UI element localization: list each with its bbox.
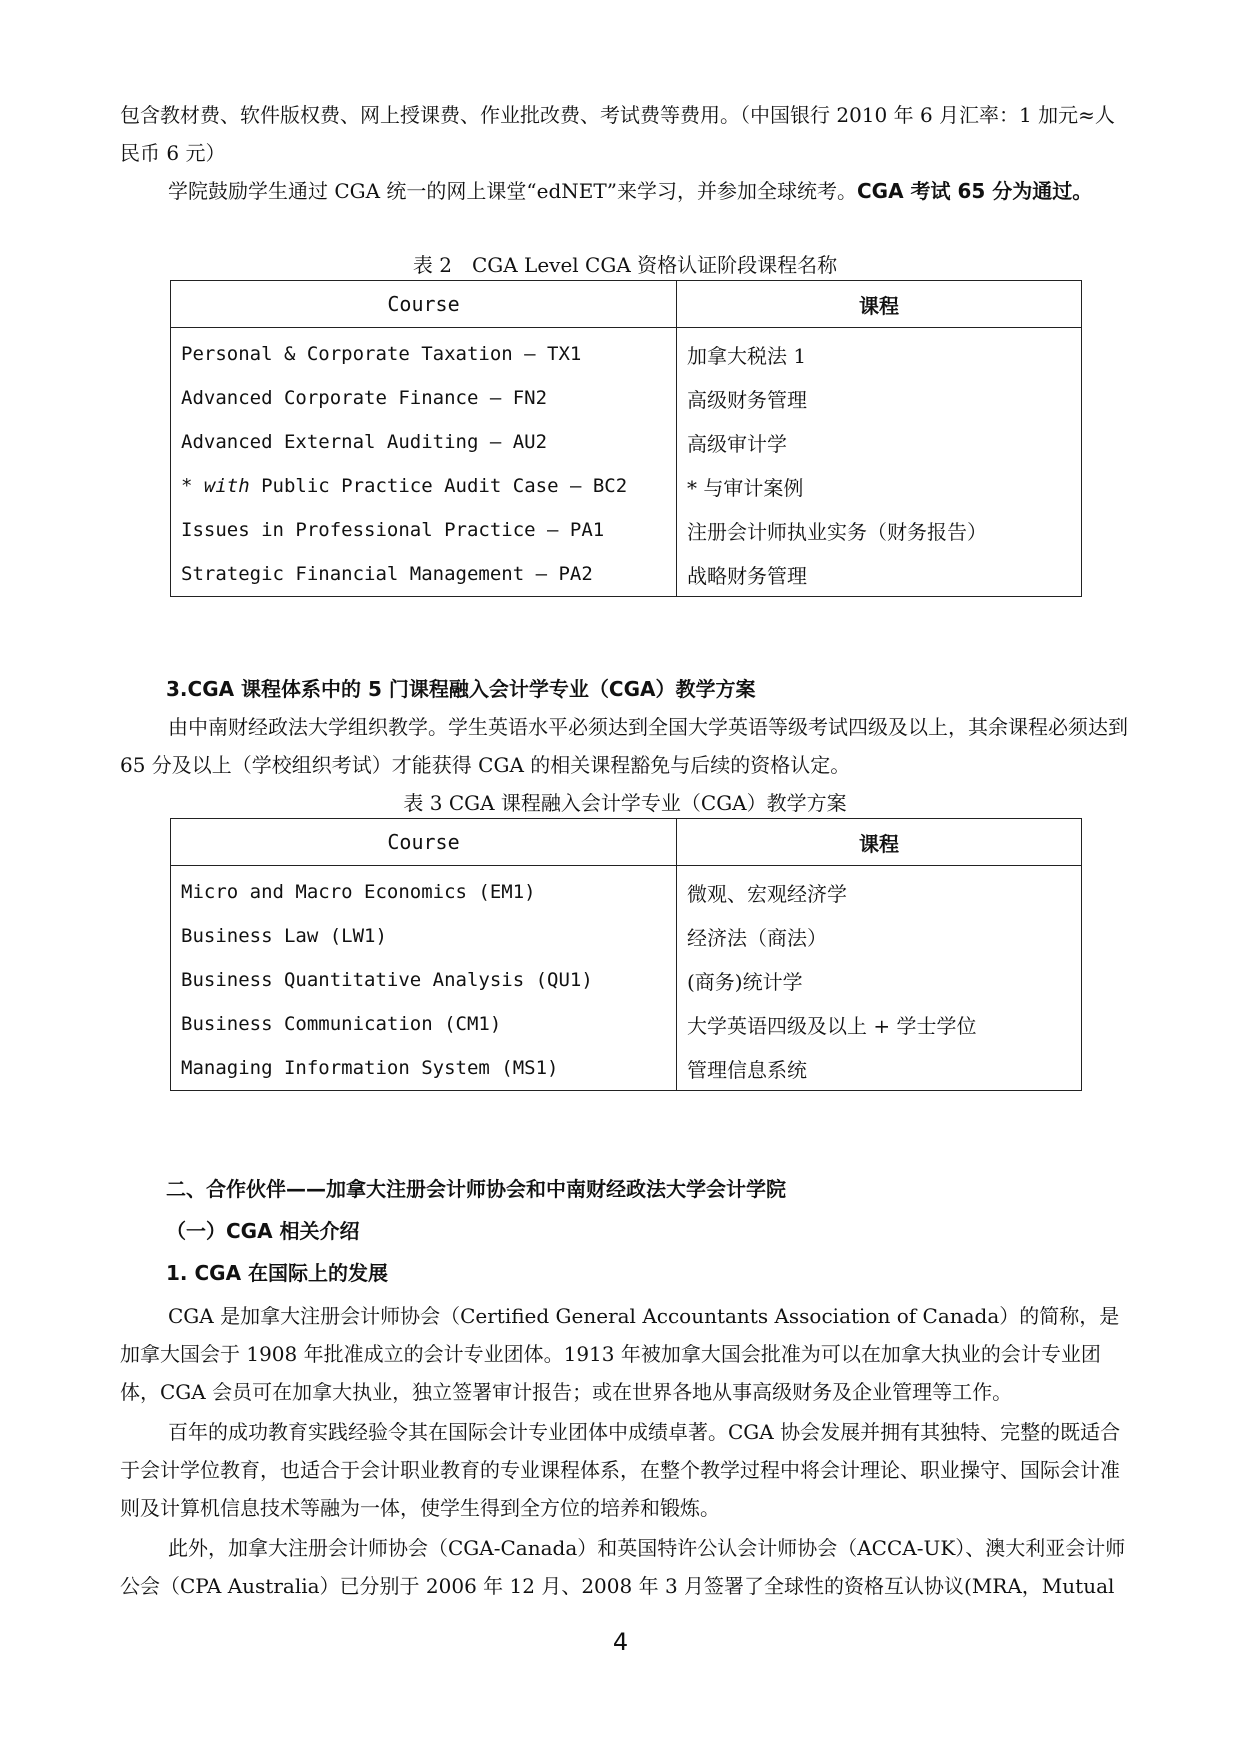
table-row (171, 464, 1082, 508)
table-row (171, 866, 1082, 915)
course-en: Business Communication (CM1) (171, 1002, 677, 1046)
table2-header-en: Course (171, 281, 677, 328)
table-row (171, 420, 1082, 464)
course-en-rest: Public Practice Audit Case – BC2 (249, 475, 628, 497)
course-en: Micro and Macro Economics (EM1) (171, 866, 677, 915)
course-zh: (商务)统计学 (677, 958, 1082, 1002)
section-title-partners: 二、合作伙伴——加拿大注册会计师协会和中南财经政法大学会计学院 (166, 1177, 786, 1201)
course-zh: * 与审计案例 (677, 464, 1082, 508)
paragraph-cga-intro: CGA 是加拿大注册会计师协会（Certified General Accountants Association of Canada）的简称，是加拿大国会于 1908 年批准成立的会计专业团体。1913 年被加拿大国会批准为可以在加拿大执业的会计专业团体，CGA 会员可在加拿大执业，独立签署审计报告；或在世界各地从事高级财务及企业管理等工作。 (120, 1304, 1120, 1404)
course-en: Business Law (LW1) (171, 914, 677, 958)
table2-caption: 表 2 CGA Level CGA 资格认证阶段课程名称 (412, 253, 838, 277)
table-row (171, 1046, 1082, 1091)
table-row (171, 508, 1082, 552)
course-en: Strategic Financial Management – PA2 (171, 552, 677, 597)
table2-header-zh: 课程 (677, 281, 1082, 328)
course-zh: 加拿大税法 1 (677, 328, 1082, 377)
table-row (171, 552, 1082, 597)
with-italic: with (203, 475, 250, 497)
course-zh: 微观、宏观经济学 (677, 866, 1082, 915)
course-zh: 战略财务管理 (677, 552, 1082, 597)
table3-header-en: Course (171, 819, 677, 866)
paragraph-cga-education: 百年的成功教育实践经验令其在国际会计专业团体中成绩卓著。CGA 协会发展并拥有其独特、完整的既适合于会计学位教育，也适合于会计职业教育的专业课程体系，在整个教学过程中将会计理论、职业操守、国际会计准则及计算机信息技术等融为一体，使学生得到全方位的培养和锻炼。 (120, 1420, 1121, 1520)
table-row (171, 328, 1082, 377)
paragraph-mra: 此外，加拿大注册会计师协会（CGA-Canada）和英国特许公认会计师协会（ACCA-UK）、澳大利亚会计师公会（CPA Australia）已分别于 2006 年 12 月、2008 年 3 月签署了全球性的资格互认协议(MRA，Mutual (120, 1536, 1126, 1598)
asterisk-prefix: * (181, 475, 204, 497)
course-en (171, 464, 677, 508)
paragraph-fees: 包含教材费、软件版权费、网上授课费、作业批改费、考试费等费用。（中国银行 2010 年 6 月汇率：1 加元≈人民币 6 元） (120, 103, 1115, 165)
course-zh: 高级财务管理 (677, 376, 1082, 420)
course-zh: 管理信息系统 (677, 1046, 1082, 1091)
table-row (171, 958, 1082, 1002)
table3-header-row (171, 819, 1082, 866)
table-row (171, 1002, 1082, 1046)
course-zh: 高级审计学 (677, 420, 1082, 464)
subsubsection-title-development: 1. CGA 在国际上的发展 (166, 1261, 389, 1285)
subsection-title-cga: （一）CGA 相关介绍 (166, 1219, 360, 1243)
pass-score-note: CGA 考试 65 分为通过。 (856, 179, 1093, 203)
table3-header-zh: 课程 (677, 819, 1082, 866)
table3 (170, 818, 1082, 1091)
paragraph-ednet-text: 学院鼓励学生通过 CGA 统一的网上课堂“edNET”来学习，并参加全球统考。 (168, 179, 857, 203)
course-en: Personal & Corporate Taxation – TX1 (171, 328, 677, 377)
paragraph-ednet (120, 172, 1130, 210)
course-en: Managing Information System (MS1) (171, 1046, 677, 1091)
table2-header-row (171, 281, 1082, 328)
course-en: Advanced Corporate Finance – FN2 (171, 376, 677, 420)
table3-caption: 表 3 CGA 课程融入会计学专业（CGA）教学方案 (403, 791, 847, 815)
section-heading-3: 3.CGA 课程体系中的 5 门课程融入会计学专业（CGA）教学方案 (166, 677, 756, 701)
course-en: Advanced External Auditing – AU2 (171, 420, 677, 464)
course-zh: 大学英语四级及以上 + 学士学位 (677, 1002, 1082, 1046)
course-zh: 经济法（商法） (677, 914, 1082, 958)
table-row (171, 914, 1082, 958)
course-en: Issues in Professional Practice – PA1 (171, 508, 677, 552)
page-number: 4 (612, 1628, 629, 1656)
table-row (171, 376, 1082, 420)
paragraph-teaching: 由中南财经政法大学组织教学。学生英语水平必须达到全国大学英语等级考试四级及以上，其余课程必须达到 65 分及以上（学校组织考试）才能获得 CGA 的相关课程豁免与后续的资格认定。 (120, 715, 1128, 777)
course-en: Business Quantitative Analysis (QU1) (171, 958, 677, 1002)
course-zh: 注册会计师执业实务（财务报告） (677, 508, 1082, 552)
table2 (170, 280, 1082, 597)
